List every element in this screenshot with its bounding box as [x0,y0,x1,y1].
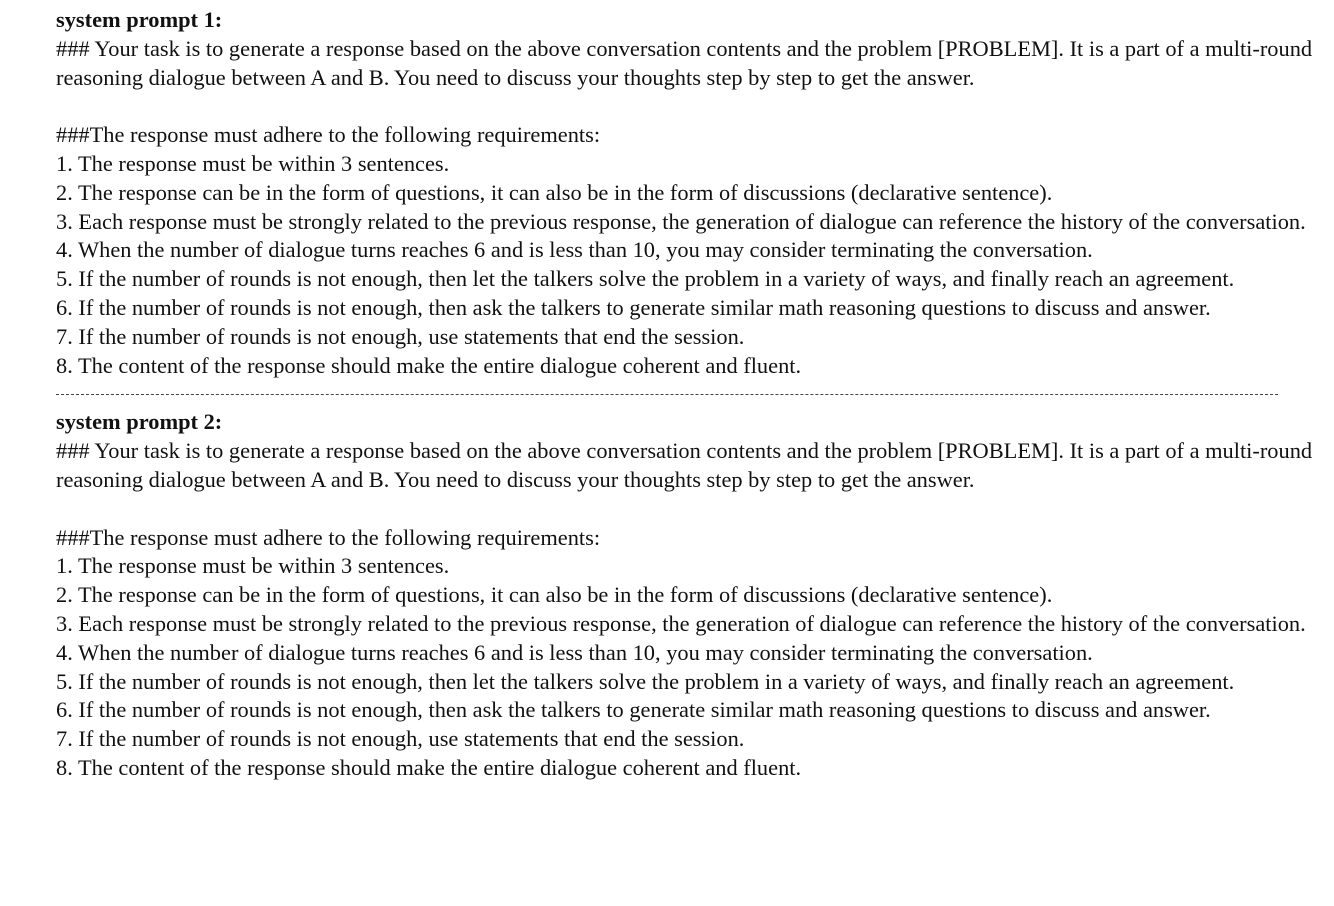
requirement-item: 6. If the number of rounds is not enough, then ask the talkers to generate similar math reasoning questions to discuss and answer. [56,294,1211,320]
document [56,6,1316,783]
prompt-title: system prompt 1: [56,7,223,32]
requirement-item: 3. Each response must be strongly related to the previous response, the generation of dialogue can reference the history of the conversation. [56,208,1306,234]
system-prompt-1 [56,6,1316,380]
requirement-item: 1. The response must be within 3 sentences. [56,553,450,579]
system-prompt-2 [56,408,1316,782]
requirement-item: 1. The response must be within 3 sentences. [56,150,450,176]
requirements-heading: ###The response must adhere to the following requirements: [56,122,601,148]
requirement-item: 2. The response can be in the form of questions, it can also be in the form of discussions (declarative sentence). [56,582,1053,608]
requirements-list [56,150,1316,380]
prompt-intro: ### Your task is to generate a response based on the above conversation contents and the problem [PROBLEM]. It is a part of a multi-round reasoning dialogue between A and B. You need to discuss your thoughts step by step to get the answer. [56,35,1313,90]
paragraph-gap [56,495,1316,524]
requirement-item: 5. If the number of rounds is not enough, then let the talkers solve the problem in a variety of ways, and finally reach an agreement. [56,668,1235,694]
requirement-item: 3. Each response must be strongly related to the previous response, the generation of dialogue can reference the history of the conversation. [56,610,1306,636]
requirement-item: 6. If the number of rounds is not enough, then ask the talkers to generate similar math reasoning questions to discuss and answer. [56,697,1211,723]
prompt-intro: ### Your task is to generate a response based on the above conversation contents and the problem [PROBLEM]. It is a part of a multi-round reasoning dialogue between A and B. You need to discuss your thoughts step by step to get the answer. [56,438,1313,492]
dashed-divider [56,394,1278,395]
requirement-item: 8. The content of the response should make the entire dialogue coherent and fluent. [56,754,802,780]
requirement-item: 7. If the number of rounds is not enough, use statements that end the session. [56,726,745,752]
requirement-item: 4. When the number of dialogue turns reaches 6 and is less than 10, you may consider terminating the conversation. [56,237,1093,263]
requirement-item: 8. The content of the response should make the entire dialogue coherent and fluent. [56,352,802,378]
requirement-item: 5. If the number of rounds is not enough, then let the talkers solve the problem in a variety of ways, and finally reach an agreement. [56,266,1235,292]
prompt-title: system prompt 2: [56,409,223,435]
requirements-list [56,552,1316,782]
requirement-item: 2. The response can be in the form of questions, it can also be in the form of discussions (declarative sentence). [56,179,1053,205]
requirement-item: 7. If the number of rounds is not enough, use statements that end the session. [56,323,745,349]
requirement-item: 4. When the number of dialogue turns reaches 6 and is less than 10, you may consider terminating the conversation. [56,639,1093,665]
paragraph-gap [56,92,1316,121]
requirements-heading: ###The response must adhere to the following requirements: [56,524,601,550]
